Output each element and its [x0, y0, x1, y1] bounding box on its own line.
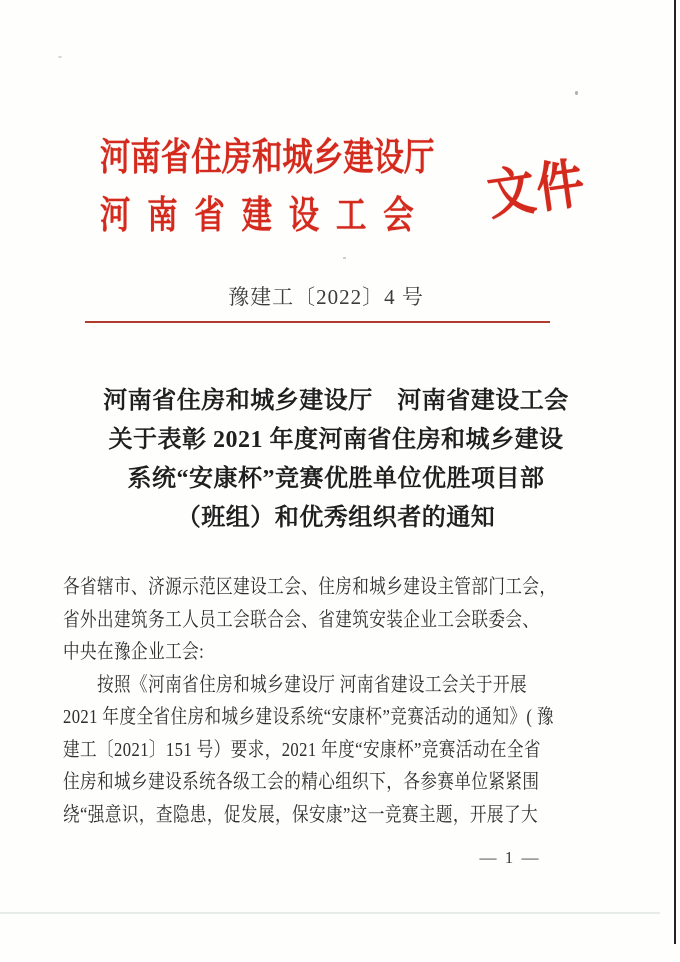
title-line-2: 关于表彰 2021 年度河南省住房和城乡建设	[108, 427, 564, 453]
letterhead-org-line1: 河南省住房和城乡建设厅	[100, 137, 435, 179]
title-line-4: （班组）和优秀组织者的通知	[176, 505, 496, 531]
scan-artifact-speck	[343, 257, 346, 259]
body-line-1: 各省辖市、济源示范区建设工会、住房和城乡建设主管部门工会，	[63, 576, 557, 598]
body-line-7: 住房和城乡建设系统各级工会的精心组织下，各参赛单位紧紧围	[63, 771, 540, 793]
body-line-2: 省外出建筑务工人员工会联合会、省建筑安装企业工会联委会、	[63, 608, 540, 631]
title-line-1: 河南省住房和城乡建设厅 河南省建设工会	[103, 388, 569, 414]
body-line-3: 中央在豫企业工会:	[63, 641, 205, 663]
scan-artifact-speck	[58, 56, 62, 58]
letterhead-org-line2: 河南省建设工会	[100, 195, 431, 237]
title-line-3: 系统“安康杯”竞赛优胜单位优胜项目部	[127, 466, 545, 492]
document-body	[63, 571, 627, 831]
body-line-4: 按照《河南省住房和城乡建设厅 河南省建设工会关于开展	[97, 673, 527, 696]
document-number: 豫建工〔2022〕4 号	[228, 285, 424, 309]
letterhead-document-word: 文件	[483, 153, 590, 227]
page-number: — 1 —	[479, 848, 541, 867]
body-line-6: 建工〔2021〕151 号）要求，2021 年度“安康杯”竞赛活动在全省	[63, 738, 541, 761]
scan-artifact-streak	[0, 912, 660, 914]
scan-edge-line	[674, 0, 676, 944]
document-title	[0, 382, 672, 538]
body-line-8: 绕“强意识，查隐患，促发展，保安康”这一竞赛主题，开展了大	[63, 803, 538, 826]
body-line-5: 2021 年度全省住房和城乡建设系统“安康杯”竞赛活动的通知》( 豫	[63, 706, 554, 728]
red-divider-line	[85, 321, 550, 323]
scan-artifact-speck	[575, 91, 578, 95]
